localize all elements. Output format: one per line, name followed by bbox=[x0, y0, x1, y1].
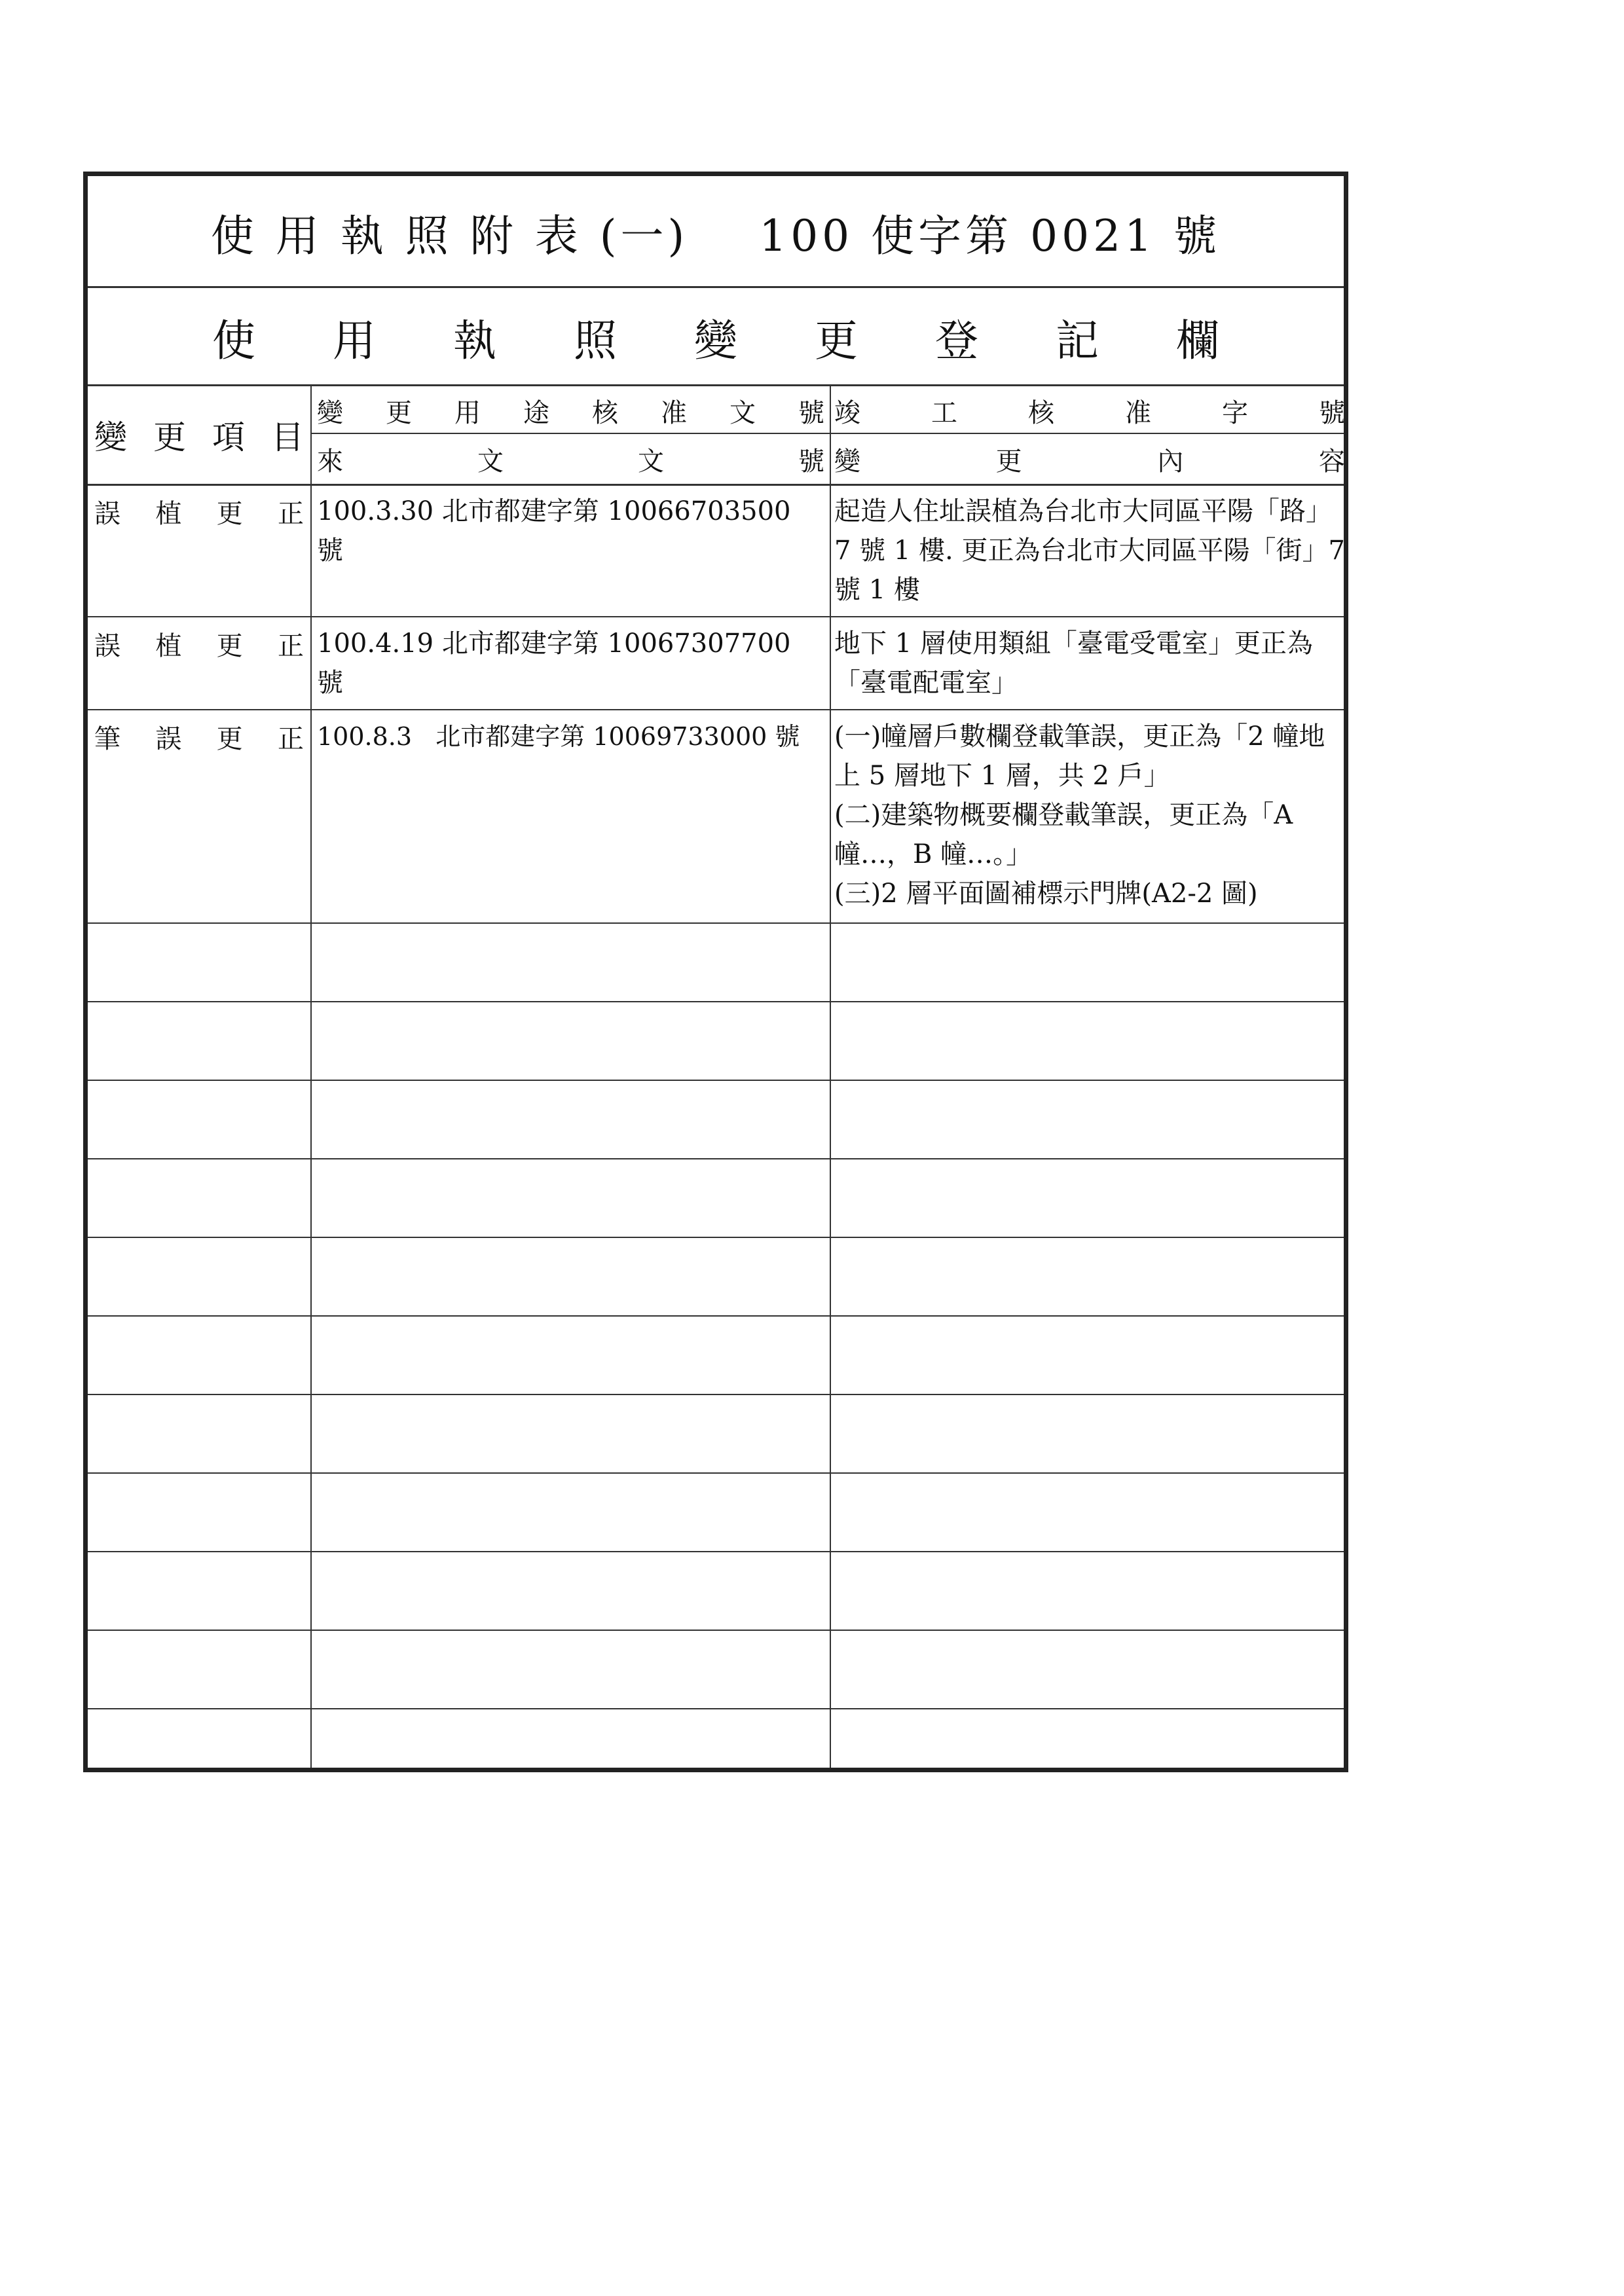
row-divider bbox=[88, 1708, 1344, 1709]
table-row-content: 起造人住址誤植為台北市大同區平陽「路」7 號 1 樓. 更正為台北市大同區平陽「街」7 號 1 樓 bbox=[834, 496, 1345, 605]
column-header-approval-doc: 變 更 用 途 核 准 文 號 bbox=[317, 397, 824, 428]
divider bbox=[88, 484, 1344, 486]
divider bbox=[310, 433, 1344, 434]
table-row-item: 誤 植 更 正 bbox=[94, 498, 304, 529]
row-divider bbox=[88, 1630, 1344, 1631]
table-row-content: (三)2 層平面圖補標示門牌(A2-2 圖) bbox=[834, 879, 1258, 909]
row-divider bbox=[88, 1472, 1344, 1474]
table-row-item: 筆 誤 更 正 bbox=[94, 723, 304, 754]
row-divider bbox=[88, 1237, 1344, 1238]
table-row-doc: 100.3.30 北市都建字第 10066703500 號 bbox=[317, 496, 791, 566]
row-divider bbox=[88, 616, 1344, 617]
row-divider bbox=[88, 1551, 1344, 1552]
row-divider bbox=[88, 922, 1344, 924]
table-row-content: (一)幢層戶數欄登載筆誤，更正為「2 幢地上 5 層地下 1 層，共 2 戶」 bbox=[834, 721, 1325, 791]
page-title: 使 用 執 照 附 表 (一) 100 使字第 0021 號 bbox=[210, 210, 1221, 261]
table-row-content: 地下 1 層使用類組「臺電受電室」更正為「臺電配電室」 bbox=[834, 629, 1313, 698]
row-divider bbox=[88, 709, 1344, 710]
column-header-content: 變 更 內 容 bbox=[834, 446, 1345, 477]
row-divider bbox=[88, 1001, 1344, 1002]
column-header-completion: 竣 工 核 准 字 號 bbox=[834, 397, 1345, 428]
row-divider bbox=[88, 1394, 1344, 1395]
section-subtitle: 使 用 執 照 變 更 登 記 欄 bbox=[212, 315, 1219, 366]
row-divider bbox=[88, 1158, 1344, 1159]
table-row-doc: 100.8.3 北市都建字第 10069733000 號 bbox=[317, 722, 800, 751]
row-divider bbox=[88, 1315, 1344, 1317]
column-header-incoming-doc: 來 文 文 號 bbox=[317, 446, 824, 477]
column-header-item: 變 更 項 目 bbox=[94, 418, 304, 456]
column-divider bbox=[830, 386, 831, 1768]
table-row-content: (二)建築物概要欄登載筆誤，更正為「A 幢…，B 幢…。」 bbox=[834, 800, 1293, 869]
column-divider bbox=[310, 386, 312, 1768]
row-divider bbox=[88, 1080, 1344, 1081]
document-frame bbox=[83, 172, 1348, 1772]
table-row-doc: 100.4.19 北市都建字第 10067307700 號 bbox=[317, 629, 791, 698]
table-row-item: 誤 植 更 正 bbox=[94, 630, 304, 661]
